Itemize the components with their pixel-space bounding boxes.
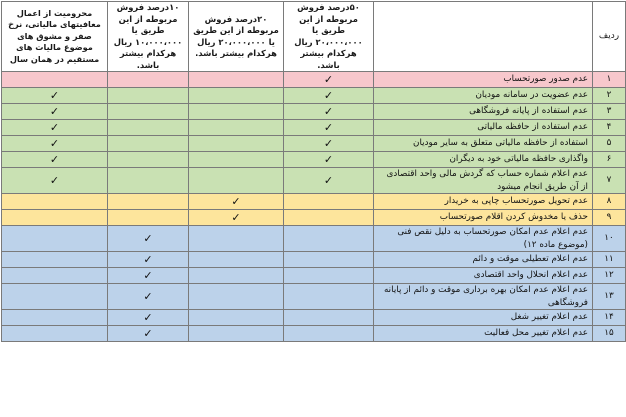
header-row-number: ردیف <box>593 2 626 72</box>
check-mark-icon: ✓ <box>49 88 60 102</box>
violation-description: عدم اعلام تغییر محل فعالیت <box>374 326 593 342</box>
table-row <box>2 152 626 168</box>
penalty-10-cell <box>108 326 189 342</box>
row-number: ۱۱ <box>593 252 626 268</box>
check-mark-icon: ✓ <box>143 326 153 340</box>
deprivation-cell <box>2 104 108 120</box>
table-row <box>2 194 626 210</box>
penalty-50-cell <box>284 120 374 136</box>
deprivation-cell <box>2 72 108 88</box>
check-mark-icon: ✓ <box>323 136 334 150</box>
penalty-table <box>1 1 626 342</box>
table-row <box>2 284 626 310</box>
check-mark-icon: ✓ <box>231 210 241 224</box>
deprivation-cell <box>2 268 108 284</box>
penalty-20-cell <box>189 310 284 326</box>
header-exemption-deprivation: محرومیت از اعمال معافیتهای مالیاتی، نرخ صفر و مشوق های موضوع مالیات های مستقیم در همان سال <box>2 2 108 72</box>
penalty-50-cell <box>284 168 374 194</box>
penalty-20-cell <box>189 88 284 104</box>
penalty-20-cell <box>189 210 284 226</box>
header-penalty-20: ۲۰درصد فروش مربوطه از این طریق یا ۲۰،۰۰۰،۰۰۰ ریال هرکدام بیشتر باشد. <box>189 2 284 72</box>
penalty-50-cell <box>284 104 374 120</box>
row-number: ۷ <box>593 168 626 194</box>
row-number: ۸ <box>593 194 626 210</box>
violation-description: عدم اعلام انحلال واحد اقتصادی <box>374 268 593 284</box>
row-number: ۱ <box>593 72 626 88</box>
table-row <box>2 72 626 88</box>
penalty-20-cell <box>189 194 284 210</box>
penalty-10-cell <box>108 310 189 326</box>
penalty-50-cell <box>284 268 374 284</box>
deprivation-cell <box>2 88 108 104</box>
deprivation-cell <box>2 136 108 152</box>
deprivation-cell <box>2 210 108 226</box>
penalty-10-cell <box>108 120 189 136</box>
penalty-20-cell <box>189 226 284 252</box>
table-row <box>2 168 626 194</box>
table-row <box>2 310 626 326</box>
penalty-50-cell <box>284 310 374 326</box>
violation-description: عدم اعلام عدم امکان صورتحساب به دلیل نقص فنی (موضوع ماده ۱۲) <box>374 226 593 252</box>
table-body <box>2 72 626 342</box>
header-description <box>374 2 593 72</box>
penalty-10-cell <box>108 252 189 268</box>
table-row <box>2 210 626 226</box>
penalty-50-cell <box>284 226 374 252</box>
check-mark-icon: ✓ <box>49 173 60 187</box>
check-mark-icon: ✓ <box>49 120 60 134</box>
check-mark-icon: ✓ <box>143 310 153 324</box>
table-row <box>2 252 626 268</box>
penalty-10-cell <box>108 284 189 310</box>
deprivation-cell <box>2 226 108 252</box>
row-number: ۱۳ <box>593 284 626 310</box>
check-mark-icon: ✓ <box>49 152 60 166</box>
penalty-50-cell <box>284 210 374 226</box>
penalty-50-cell <box>284 88 374 104</box>
penalty-10-cell <box>108 136 189 152</box>
penalty-50-cell <box>284 252 374 268</box>
violation-description: عدم صدور صورتحساب <box>374 72 593 88</box>
penalty-10-cell <box>108 104 189 120</box>
penalty-20-cell <box>189 252 284 268</box>
deprivation-cell <box>2 194 108 210</box>
table-row <box>2 326 626 342</box>
penalty-20-cell <box>189 168 284 194</box>
violation-description: واگذاری حافظه مالیاتی خود به دیگران <box>374 152 593 168</box>
penalty-10-cell <box>108 168 189 194</box>
penalty-10-cell <box>108 72 189 88</box>
row-number: ۲ <box>593 88 626 104</box>
penalty-50-cell <box>284 284 374 310</box>
table-row <box>2 104 626 120</box>
check-mark-icon: ✓ <box>231 194 241 208</box>
violation-description: استفاده از حافظه مالیاتی متعلق به سایر مودیان <box>374 136 593 152</box>
penalty-50-cell <box>284 136 374 152</box>
deprivation-cell <box>2 120 108 136</box>
penalty-20-cell <box>189 72 284 88</box>
penalty-20-cell <box>189 120 284 136</box>
check-mark-icon: ✓ <box>143 289 153 303</box>
violation-description: عدم اعلام تغییر شغل <box>374 310 593 326</box>
check-mark-icon: ✓ <box>323 173 334 187</box>
violation-description: عدم عضویت در سامانه مودیان <box>374 88 593 104</box>
row-number: ۱۴ <box>593 310 626 326</box>
check-mark-icon: ✓ <box>323 88 334 102</box>
penalty-50-cell <box>284 152 374 168</box>
deprivation-cell <box>2 284 108 310</box>
deprivation-cell <box>2 310 108 326</box>
penalty-20-cell <box>189 152 284 168</box>
row-number: ۱۰ <box>593 226 626 252</box>
check-mark-icon: ✓ <box>323 120 334 134</box>
violation-description: عدم استفاده از حافظه مالیاتی <box>374 120 593 136</box>
row-number: ۶ <box>593 152 626 168</box>
row-number: ۳ <box>593 104 626 120</box>
deprivation-cell <box>2 326 108 342</box>
header-penalty-10: ۱۰درصد فروش مربوطه از این طریق یا ۱۰،۰۰۰،۰۰۰ ریال هرکدام بیشتر باشد. <box>108 2 189 72</box>
check-mark-icon: ✓ <box>143 231 153 245</box>
row-number: ۹ <box>593 210 626 226</box>
row-number: ۵ <box>593 136 626 152</box>
penalty-10-cell <box>108 194 189 210</box>
penalty-20-cell <box>189 284 284 310</box>
table-row <box>2 88 626 104</box>
row-number: ۴ <box>593 120 626 136</box>
penalty-10-cell <box>108 152 189 168</box>
check-mark-icon: ✓ <box>143 252 153 266</box>
violation-description: عدم اعلام تعطیلی موقت و دائم <box>374 252 593 268</box>
check-mark-icon: ✓ <box>323 152 334 166</box>
check-mark-icon: ✓ <box>143 268 153 282</box>
header-penalty-50: ۵۰درصد فروش مربوطه از این طریق یا ۲۰،۰۰۰،۰۰۰ ریال هرکدام بیشتر باشد. <box>284 2 374 72</box>
penalty-20-cell <box>189 136 284 152</box>
check-mark-icon: ✓ <box>49 136 60 150</box>
penalty-10-cell <box>108 226 189 252</box>
penalty-10-cell <box>108 210 189 226</box>
check-mark-icon: ✓ <box>49 104 60 118</box>
deprivation-cell <box>2 168 108 194</box>
deprivation-cell <box>2 252 108 268</box>
table-header-row <box>2 2 626 72</box>
table-row <box>2 268 626 284</box>
penalty-20-cell <box>189 326 284 342</box>
penalty-50-cell <box>284 194 374 210</box>
penalty-10-cell <box>108 268 189 284</box>
violation-description: عدم تحویل صورتحساب چاپی به خریدار <box>374 194 593 210</box>
violation-description: عدم استفاده از پایانه فروشگاهی <box>374 104 593 120</box>
violation-description: عدم اعلام عدم امکان بهره برداری موقت و دائم از پایانه فروشگاهی <box>374 284 593 310</box>
violation-description: عدم اعلام شماره حساب که گردش مالی واحد اقتصادی از آن طریق انجام میشود <box>374 168 593 194</box>
deprivation-cell <box>2 152 108 168</box>
row-number: ۱۵ <box>593 326 626 342</box>
row-number: ۱۲ <box>593 268 626 284</box>
penalty-20-cell <box>189 268 284 284</box>
table-row <box>2 120 626 136</box>
table-row <box>2 226 626 252</box>
check-mark-icon: ✓ <box>323 104 334 118</box>
penalty-20-cell <box>189 104 284 120</box>
penalty-50-cell <box>284 72 374 88</box>
violation-description: حذف یا مخدوش کردن اقلام صورتحساب <box>374 210 593 226</box>
penalty-50-cell <box>284 326 374 342</box>
penalty-10-cell <box>108 88 189 104</box>
table-row <box>2 136 626 152</box>
check-mark-icon: ✓ <box>323 72 334 86</box>
